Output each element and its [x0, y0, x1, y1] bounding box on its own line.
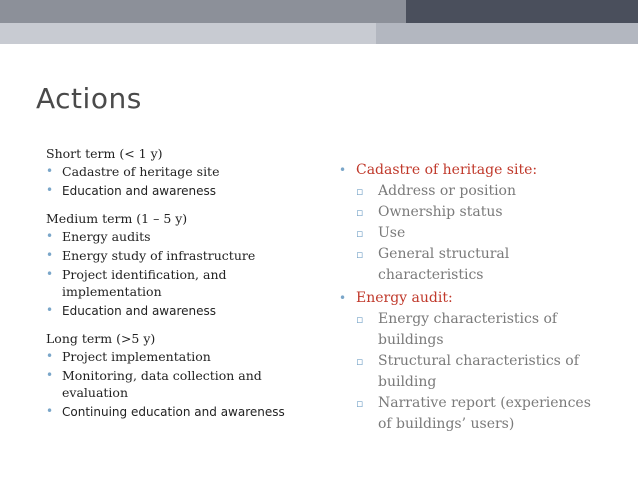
bullet-icon: •	[46, 404, 54, 418]
list-item-text: Project implementation	[62, 349, 211, 364]
square-bullet-icon: ▫	[356, 248, 364, 261]
bullet-icon: •	[339, 291, 347, 305]
sub-list-item-text: Use	[378, 225, 406, 241]
bullet-icon: •	[46, 267, 54, 281]
square-bullet-icon: ▫	[356, 185, 364, 198]
sub-list-item-text: General structural characteristics	[378, 246, 510, 283]
sub-list-item	[336, 351, 606, 393]
section-heading: Long term (>5 y)	[46, 331, 156, 346]
sub-list-item-text: Narrative report (experiences of buildings’ users)	[378, 395, 591, 432]
list-item	[46, 247, 316, 264]
square-bullet-icon: ▫	[356, 355, 364, 368]
bullet-text: Cadastre of heritage site:	[356, 162, 538, 178]
bullet-icon: •	[46, 183, 54, 197]
section-list	[46, 348, 316, 421]
bullet-icon: •	[46, 164, 54, 178]
right-column	[336, 160, 606, 437]
sub-list-energy-audit	[336, 309, 606, 435]
list-item	[46, 348, 316, 365]
bullet-icon: •	[46, 349, 54, 363]
bullet-icon: •	[46, 248, 54, 262]
sub-list-item	[336, 393, 606, 435]
list-item-text: Cadastre of heritage site	[62, 164, 220, 179]
bullet-icon: •	[46, 368, 54, 382]
section-heading: Medium term (1 – 5 y)	[46, 211, 188, 226]
list-item-text: Education and awareness	[62, 304, 217, 318]
list-item	[46, 228, 316, 245]
section-medium-term	[46, 210, 316, 320]
sub-list-item	[336, 223, 606, 244]
list-item-text: Project identification, and implementation	[62, 267, 227, 299]
list-item	[46, 367, 316, 401]
slide-title: Actions	[36, 82, 142, 115]
list-item	[46, 403, 316, 421]
list-item-text: Energy audits	[62, 229, 151, 244]
section-list	[46, 228, 316, 320]
list-item-text: Monitoring, data collection and evaluation	[62, 368, 262, 400]
bullet-icon: •	[339, 163, 347, 177]
list-item	[46, 302, 316, 320]
bullet-energy-audit	[336, 288, 606, 309]
square-bullet-icon: ▫	[356, 397, 364, 410]
left-column	[46, 145, 316, 431]
list-item	[46, 182, 316, 200]
sub-list-item	[336, 202, 606, 223]
section-heading: Short term (< 1 y)	[46, 146, 163, 161]
header-band-dark-accent	[406, 0, 638, 23]
sub-list-item	[336, 309, 606, 351]
bullet-icon: •	[46, 229, 54, 243]
bullet-icon: •	[46, 303, 54, 317]
list-item	[46, 266, 316, 300]
sub-list-item	[336, 244, 606, 286]
list-item	[46, 163, 316, 180]
section-long-term	[46, 330, 316, 421]
sub-list-item-text: Address or position	[378, 183, 517, 199]
header-band-light-accent	[376, 23, 638, 44]
list-item-text: Energy study of infrastructure	[62, 248, 256, 263]
square-bullet-icon: ▫	[356, 227, 364, 240]
sub-list-item-text: Ownership status	[378, 204, 503, 220]
sub-list-cadastre	[336, 181, 606, 286]
square-bullet-icon: ▫	[356, 313, 364, 326]
sub-list-item	[336, 181, 606, 202]
section-list	[46, 163, 316, 200]
section-short-term	[46, 145, 316, 200]
bullet-text: Energy audit:	[356, 290, 453, 306]
bullet-cadastre	[336, 160, 606, 181]
square-bullet-icon: ▫	[356, 206, 364, 219]
sub-list-item-text: Energy characteristics of buildings	[378, 311, 558, 348]
sub-list-item-text: Structural characteristics of building	[378, 353, 579, 390]
list-item-text: Education and awareness	[62, 184, 217, 198]
list-item-text: Continuing education and awareness	[62, 405, 285, 419]
